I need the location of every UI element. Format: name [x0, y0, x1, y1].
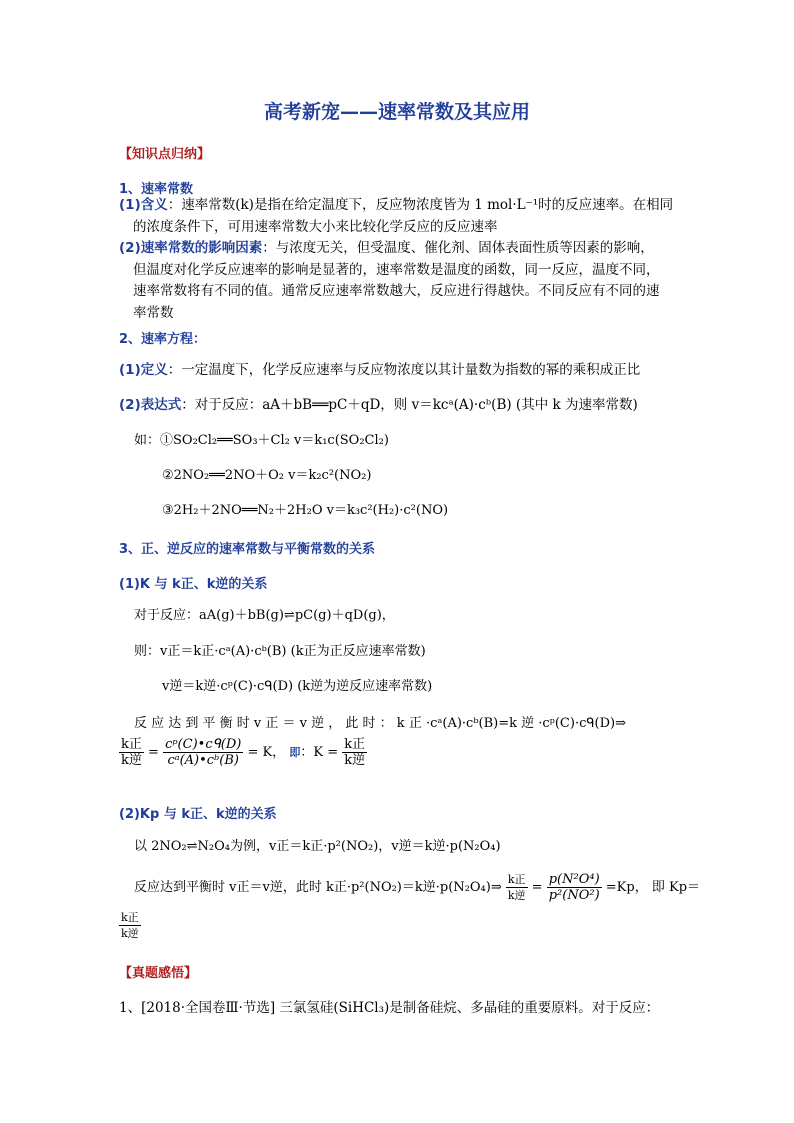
forward-rate-line: 则：v正＝k正·cᵃ(A)·cᵇ(B) (k正为正反应速率常数) [134, 644, 426, 659]
pressure-fraction [547, 872, 602, 903]
item-1-line-2: 的浓度条件下，可用速率常数大小来比较化学反应的反应速率 [133, 218, 498, 235]
concentration-fraction [163, 737, 243, 768]
k-ratio-fraction [119, 737, 144, 768]
reaction-line: 对于反应：aA(g)＋bB(g)⇌pC(g)＋qD(g)， [134, 608, 395, 623]
item-2-line-3: 速率常数将有不同的值。通常反应速率常数越大，反应进行得越快。不同反应有不同的速 [133, 283, 660, 299]
k-forward: k正 [121, 737, 142, 752]
definition-text: ：一定温度下，化学反应速率与反应物浓度以其计量数为指数的幂的乘积成正比 [167, 362, 641, 378]
pressure-numerator: p(N²O⁴) [548, 872, 600, 887]
expression-line [119, 394, 638, 416]
ji-kp: 即 Kp＝ [651, 880, 701, 895]
section-3-heading: 3、正、逆反应的速率常数与平衡常数的关系 [119, 542, 376, 557]
K-fraction-denominator: k逆 [344, 753, 366, 768]
definition-line [119, 359, 640, 381]
item-2-line-1 [119, 238, 679, 260]
K-derivation: $\frac{\text{k正}}{\text{k逆}}$ = $\frac{\text{cᵖ(C)•cᑫ(D)}}{\text{cᵃ(A)•cᵇ(B)}}$ = K， 即：K = $\frac{\text{k正}}{\text{k逆}}$ [121, 737, 366, 768]
expression-label: (2)表达式 [119, 397, 182, 413]
equals-K: = K， [247, 745, 286, 760]
page-title: 高考新宠——速率常数及其应用 [263, 101, 530, 123]
item-1-text: ：速率常数(k)是指在给定温度下，反应物浓度皆为 1 mol·L⁻¹时的反应速率。在相同 [167, 197, 674, 213]
section-1-body [119, 195, 679, 324]
kp-derivation: 反应达到平衡时 v正＝v逆，此时 k正·p²(NO₂)＝k逆·p(N₂O₄)⇒ $\frac{\text{k正}}{\text{k逆}}$ = $\frac{\text{p(N²O⁴)}}{\text{p²(NO²)}}$ =Kp， 即 Kp＝ [134, 872, 701, 903]
kp-k-fraction [506, 872, 528, 903]
kp-k-forward: k正 [507, 873, 526, 886]
K-fraction [342, 737, 367, 768]
concentration-denominator: cᵃ(A)•cᵇ(B) [167, 753, 239, 768]
item-2-text: ：与浓度无关，但受温度、催化剂、固体表面性质等因素的影响， [262, 240, 654, 256]
no2-example-line: 以 2NO₂⇌N₂O₄为例，v正＝k正·p²(NO₂)，v逆＝k逆·p(N₂O₄) [134, 839, 501, 854]
expression-text: ：对于反应：aA＋bB══pC＋qD，则 v＝kcᵃ(A)·cᵇ(B) (其中 k 为速率常数) [181, 397, 638, 413]
item-2-line-4: 率常数 [133, 304, 174, 321]
example-3: ③2H₂＋2NO══N₂＋2H₂O v＝k₃c²(H₂)·c²(NO) [162, 503, 449, 518]
example-1-text: ①SO₂Cl₂══SO₃＋Cl₂ v＝k₁c(SO₂Cl₂) [160, 433, 389, 448]
K-fraction-numerator: k正 [344, 737, 366, 752]
kp-final-k-forward: k正 [121, 911, 139, 924]
ji-label: 即 [289, 746, 301, 759]
kp-derivation-text: 反应达到平衡时 v正＝v逆，此时 k正·p²(NO₂)＝k逆·p(N₂O₄)⇒ [134, 880, 502, 895]
knowledge-tag: 【知识点归纳】 [119, 147, 211, 162]
k-reverse: k逆 [121, 753, 142, 768]
equals-Kp: =Kp， [605, 880, 648, 895]
subsection-1-heading: (1)K 与 k正、k逆的关系 [119, 577, 268, 592]
section-1-heading: 1、速率常数 [119, 182, 194, 197]
K-equals: ：K = [300, 745, 339, 760]
item-2-line-2: 但温度对化学反应速率的影响是显著的，速率常数是温度的函数，同一反应，温度不同， [133, 261, 660, 278]
pressure-denominator: p²(NO²) [548, 888, 600, 903]
example-1 [134, 430, 389, 452]
question-1: 1、[2018·全国卷Ⅲ·节选] 三氯氢硅(SiHCl₃)是制备硅烷、多晶硅的重要原料。对于反应： [119, 1000, 660, 1016]
reverse-rate-line: v逆＝k逆·cᵖ(C)·cᑫ(D) (k逆为逆反应速率常数) [162, 679, 433, 694]
kp-final-fraction [119, 910, 141, 941]
kp-k-reverse: k逆 [507, 889, 526, 902]
exam-tag: 【真题感悟】 [119, 966, 198, 981]
kp-final-k-fraction [119, 910, 141, 941]
kp-final-k-reverse: k逆 [121, 927, 139, 940]
equilibrium-line: 反 应 达 到 平 衡 时 v 正 ＝ v 逆 ， 此 时 ： k 正 ·cᵃ(A)·cᵇ(B)=k 逆 ·cᵖ(C)·cᑫ(D)⇒ [134, 716, 626, 731]
definition-label: (1)定义 [119, 362, 168, 378]
subsection-2-heading: (2)Kp 与 k正、k逆的关系 [119, 807, 277, 822]
concentration-numerator: cᵖ(C)•cᑫ(D) [165, 737, 242, 752]
example-2: ②2NO₂══2NO＋O₂ v＝k₂c²(NO₂) [162, 468, 372, 483]
example-prefix: 如： [134, 433, 161, 448]
item-1-line-1 [119, 195, 679, 217]
item-2-label: (2)速率常数的影响因素 [119, 240, 263, 256]
item-1-label: (1)含义 [119, 197, 168, 213]
section-2-heading: 2、速率方程： [119, 332, 207, 347]
